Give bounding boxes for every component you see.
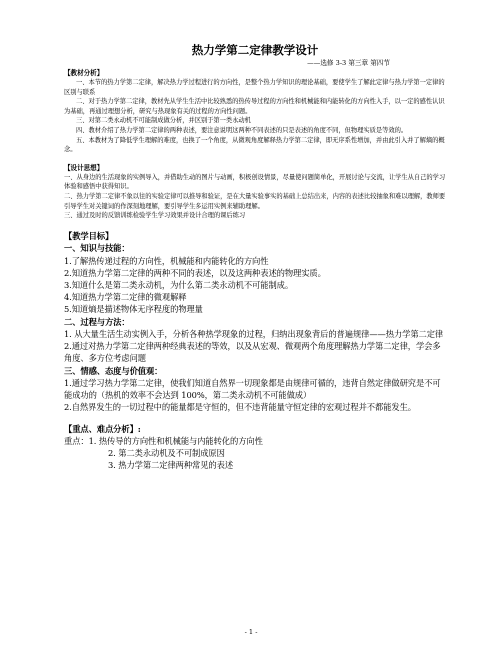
analysis-item: 五、本教材为了降低学生理解的难度，也换了一个角度，从微观角度解释热力学第二定律，即无序系性增加，并由此引入并了解熵的概念。 xyxy=(64,136,445,154)
concept-heading: 【设计思想】 xyxy=(64,163,104,172)
process-item: 1. 从大量生活生动实例入手，分析各种热学现象的过程，归纳出现象背后的普遍规律——热力学第二定律 xyxy=(64,328,444,339)
process-heading: 二、过程与方法： xyxy=(64,316,130,327)
concept-item: 一、从身边的生活现象的实例导入，并借助生动的图片与动画，积极创设情景，尽量使问题简单化，开展讨论与交流，让学生从自己的学习体验和感悟中获得知识。 xyxy=(64,173,446,191)
keypoint-item: 1. 热传导的方向性和机械能与内能转化的方向性 xyxy=(88,435,263,446)
attitude-heading: 三、情感、态度与价值观： xyxy=(64,365,163,376)
analysis-item: 三、对第二类永动机不可能制成做分析，并区别于第一类永动机 xyxy=(76,117,251,125)
process-item: 2.通过对热力学第二定律两种经典表述的等效，以及从宏观、微观两个角度理解热力学第二定律，学会多角度、多方位考虑问题 xyxy=(64,341,441,364)
knowledge-item: 2.知道热力学第二定律的两种不同的表述，以及这两种表述的物理实质。 xyxy=(64,267,326,278)
keypoints-heading: 【重点、难点分析】: xyxy=(64,423,141,434)
knowledge-heading: 一、知识与技能： xyxy=(64,243,130,254)
keypoint-item: 3. 热力学第二定律两种常见的表述 xyxy=(108,460,234,471)
knowledge-item: 3.知道什么是第二类永动机，为什么第二类永动机不可能制成。 xyxy=(64,279,294,290)
analysis-item: 二、对于热力学第二定律，教材先从学生生活中比较熟悉的热传导过程的方向性和机械能和内能转化的方向性入手，以一定的感性认识为基础，再通过理想分析，研究与热现象有关的过程的方向性问题。 xyxy=(64,98,445,115)
document-title: 热力学第二定律教学设计 xyxy=(191,43,319,57)
analysis-heading: 【教材分析】 xyxy=(64,69,104,77)
knowledge-item: 5.知道熵是描述物体无序程度的物理量 xyxy=(64,304,203,315)
attitude-item: 1.通过学习热力学第二定律，使我们知道自然界一切现象都是由规律可循的，违背自然定律做研究是不可能成功的（热机的效率不会达到 100%，第二类永动机不可能做成） xyxy=(64,377,441,401)
analysis-item: 四、教材介绍了热力学第二定律的两种表述，要注意说明这两种不同表述的只是表述的角度不同，但物理实质是等效的。 xyxy=(76,126,408,134)
section-goals xyxy=(64,230,446,414)
knowledge-item: 4.知道热力学第二定律的微观解释 xyxy=(64,292,187,303)
concept-item: 二、热力学第二定律不象以往的实验定律可以推导和验证，是在大量实验事实的基础上总结出来，内容的表述比较抽象和难以理解，教师要引导学生对关键词的作深刻地理解，要引导学生多运用实例来辅助理解。 xyxy=(64,192,446,210)
section-concept xyxy=(64,163,446,221)
document-page xyxy=(64,42,446,472)
concept-item: 三、通过及时的反馈训练检验学生学习效果并设计合理的课后练习 xyxy=(64,212,246,220)
goals-heading: 【教学目标】 xyxy=(64,230,114,241)
document-subtitle: ——选修 3-3 第三章 第四节 xyxy=(307,59,390,67)
section-analysis xyxy=(64,68,446,155)
knowledge-item: 1.了解热传递过程的方向性，机械能和内能转化的方向性 xyxy=(64,255,269,266)
attitude-item: 2.自然界发生的一切过程中的能量都是守恒的，但不违背能量守恒定律的宏观过程并不都能发生。 xyxy=(64,402,416,413)
keypoint-row xyxy=(64,435,446,447)
keypoints-label: 重点： xyxy=(64,435,89,446)
section-keypoints xyxy=(64,423,446,472)
analysis-item: 一、本节的热力学第二定律，解决热力学过程进行的方向性，是整个热力学知识的理论基础，要使学生了解此定律与热力学第一定律的区别与联系 xyxy=(64,79,445,96)
page-number: - 1 - xyxy=(244,628,258,636)
keypoint-item: 2. 第二类永动机及不可制成原因 xyxy=(108,448,225,459)
